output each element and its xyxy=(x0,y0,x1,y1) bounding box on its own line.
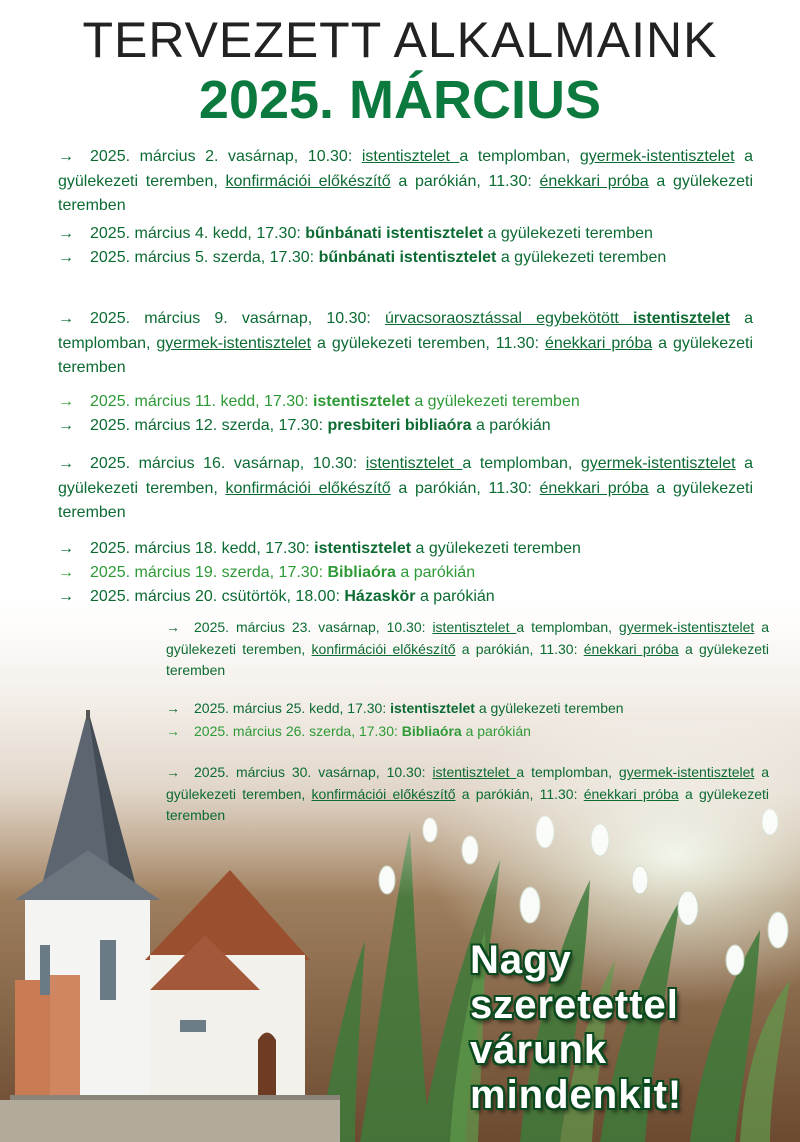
event-link-text: énekkari próba xyxy=(539,172,649,190)
event-item xyxy=(58,307,753,381)
event-text: a gyülekezeti teremben, xyxy=(166,764,770,802)
event-text: 2025. március 30. vasárnap, 10.30: xyxy=(194,764,433,780)
slogan-line: várunk xyxy=(470,1028,608,1072)
event-text: 2025. március 2. vasárnap, 10.30: xyxy=(90,148,362,165)
event-text: a parókián, 11.30: xyxy=(390,479,540,497)
arrow-icon: → xyxy=(166,700,180,716)
event-link-text: énekkari próba xyxy=(583,785,679,802)
event-text: a parókián, 11.30: xyxy=(455,640,584,657)
event-link-text: istentisztelet xyxy=(633,310,730,327)
event-text: a parókián, 11.30: xyxy=(455,785,584,802)
event-text: a gyülekezeti teremben xyxy=(166,785,770,823)
event-link-text: istentisztelet xyxy=(361,148,460,165)
event-text: a gyülekezeti teremben xyxy=(58,172,754,214)
event-text: a parókián xyxy=(461,723,531,739)
event-item xyxy=(58,222,753,247)
event-text: a gyülekezeti teremben xyxy=(483,225,653,242)
event-text: a parókián, 11.30: xyxy=(390,172,540,190)
event-text: 2025. március 12. szerda, 17.30: xyxy=(90,417,328,434)
arrow-icon: → xyxy=(58,310,74,327)
event-text: a templomban, xyxy=(516,764,619,780)
event-item xyxy=(58,390,753,415)
event-link-text: gyermek-istentisztelet xyxy=(156,334,312,352)
event-text: a gyülekezeti teremben xyxy=(166,640,770,678)
event-text: a parókián xyxy=(471,417,551,434)
page-title: TERVEZETT ALKALMAINK xyxy=(82,12,718,68)
event-text: a templomban, xyxy=(58,310,754,352)
page-subtitle: 2025. MÁRCIUS xyxy=(198,70,602,130)
event-text: 2025. március 18. kedd, 17.30: xyxy=(90,540,315,557)
arrow-icon: → xyxy=(58,249,74,266)
event-link-text: úrvacsoraosztással egybekötött xyxy=(385,310,634,327)
event-link-text: konfirmációi előkészítő xyxy=(225,172,391,190)
event-text: a gyülekezeti teremben, xyxy=(58,148,754,190)
event-text: 2025. március 19. szerda, 17.30: xyxy=(90,564,328,581)
event-item xyxy=(58,537,753,562)
event-text: 2025. március 4. kedd, 17.30: xyxy=(90,225,306,242)
event-text: 2025. március 11. kedd, 17.30: xyxy=(90,393,313,410)
event-text: a gyülekezeti teremben xyxy=(409,393,580,410)
event-item xyxy=(58,561,753,586)
event-highlight: presbiteri bibliaóra xyxy=(327,417,472,434)
event-highlight: bűnbánati istentisztelet xyxy=(318,249,497,266)
event-text: 2025. március 23. vasárnap, 10.30: xyxy=(194,619,433,635)
event-text: a gyülekezeti teremben xyxy=(474,700,624,716)
event-link-text: énekkari próba xyxy=(583,640,679,657)
event-link-text: konfirmációi előkészítő xyxy=(311,785,456,802)
event-link-text: énekkari próba xyxy=(539,479,649,497)
event-link-text: gyermek-istentisztelet xyxy=(579,148,735,165)
event-text: 2025. március 16. vasárnap, 10.30: xyxy=(90,455,366,472)
slogan-line: Nagy xyxy=(470,938,572,982)
event-text: 2025. március 25. kedd, 17.30: xyxy=(194,700,391,716)
event-item xyxy=(58,145,753,219)
event-link-text: konfirmációi előkészítő xyxy=(311,640,456,657)
event-text: a parókián xyxy=(415,588,495,605)
event-link-text: istentisztelet xyxy=(432,619,517,635)
event-highlight: istentisztelet xyxy=(390,700,475,716)
event-link-text: istentisztelet xyxy=(365,455,463,472)
slogan-line: mindenkit! xyxy=(470,1073,683,1117)
event-item xyxy=(166,721,769,743)
arrow-icon: → xyxy=(58,564,74,581)
arrow-icon: → xyxy=(58,417,74,434)
event-text: 2025. március 5. szerda, 17.30: xyxy=(90,249,319,266)
event-text: 2025. március 20. csütörtök, 18.00: xyxy=(90,588,345,605)
event-highlight: Házaskör xyxy=(344,588,416,605)
event-highlight: bűnbánati istentisztelet xyxy=(305,225,484,242)
event-link-text: énekkari próba xyxy=(544,334,653,352)
event-text: a gyülekezeti teremben, xyxy=(58,455,754,497)
event-item xyxy=(166,762,769,827)
event-highlight: Bibliaóra xyxy=(327,564,396,581)
arrow-icon: → xyxy=(166,723,180,739)
event-item xyxy=(58,585,753,610)
event-link-text: gyermek-istentisztelet xyxy=(618,619,755,635)
event-highlight: istentisztelet xyxy=(312,393,410,410)
slogan-line: szeretettel xyxy=(470,983,679,1027)
arrow-icon: → xyxy=(58,540,74,557)
arrow-icon: → xyxy=(58,148,74,165)
event-text: a templomban, xyxy=(462,455,581,472)
arrow-icon: → xyxy=(58,393,74,410)
event-link-text: istentisztelet xyxy=(432,764,517,780)
event-text: a parókián xyxy=(395,564,476,581)
event-highlight: Bibliaóra xyxy=(401,723,462,739)
arrow-icon: → xyxy=(58,225,74,242)
arrow-icon: → xyxy=(166,764,180,780)
event-item xyxy=(166,617,769,682)
event-text: a templomban, xyxy=(459,148,580,165)
event-text: a gyülekezeti teremben xyxy=(411,540,581,557)
arrow-icon: → xyxy=(58,455,74,472)
event-item xyxy=(166,698,769,720)
event-text: 2025. március 26. szerda, 17.30: xyxy=(194,723,402,739)
event-item xyxy=(58,414,753,439)
event-text: a gyülekezeti teremben xyxy=(58,479,754,521)
event-highlight: istentisztelet xyxy=(314,540,412,557)
event-item xyxy=(58,246,753,271)
welcome-slogan xyxy=(470,938,790,1118)
event-text: 2025. március 9. vasárnap, 10.30: xyxy=(90,310,385,327)
arrow-icon: → xyxy=(58,588,74,605)
event-link-text: gyermek-istentisztelet xyxy=(580,455,736,472)
event-text: a gyülekezeti teremben xyxy=(496,249,667,266)
event-link-text: konfirmációi előkészítő xyxy=(225,479,391,497)
event-item xyxy=(58,452,753,526)
arrow-icon: → xyxy=(166,619,180,635)
event-text: a gyülekezeti teremben, xyxy=(166,619,770,657)
event-text: a gyülekezeti teremben, 11.30: xyxy=(311,334,545,352)
event-text: a templomban, xyxy=(516,619,619,635)
event-link-text: gyermek-istentisztelet xyxy=(618,764,755,780)
event-text: a gyülekezeti teremben xyxy=(58,334,754,376)
